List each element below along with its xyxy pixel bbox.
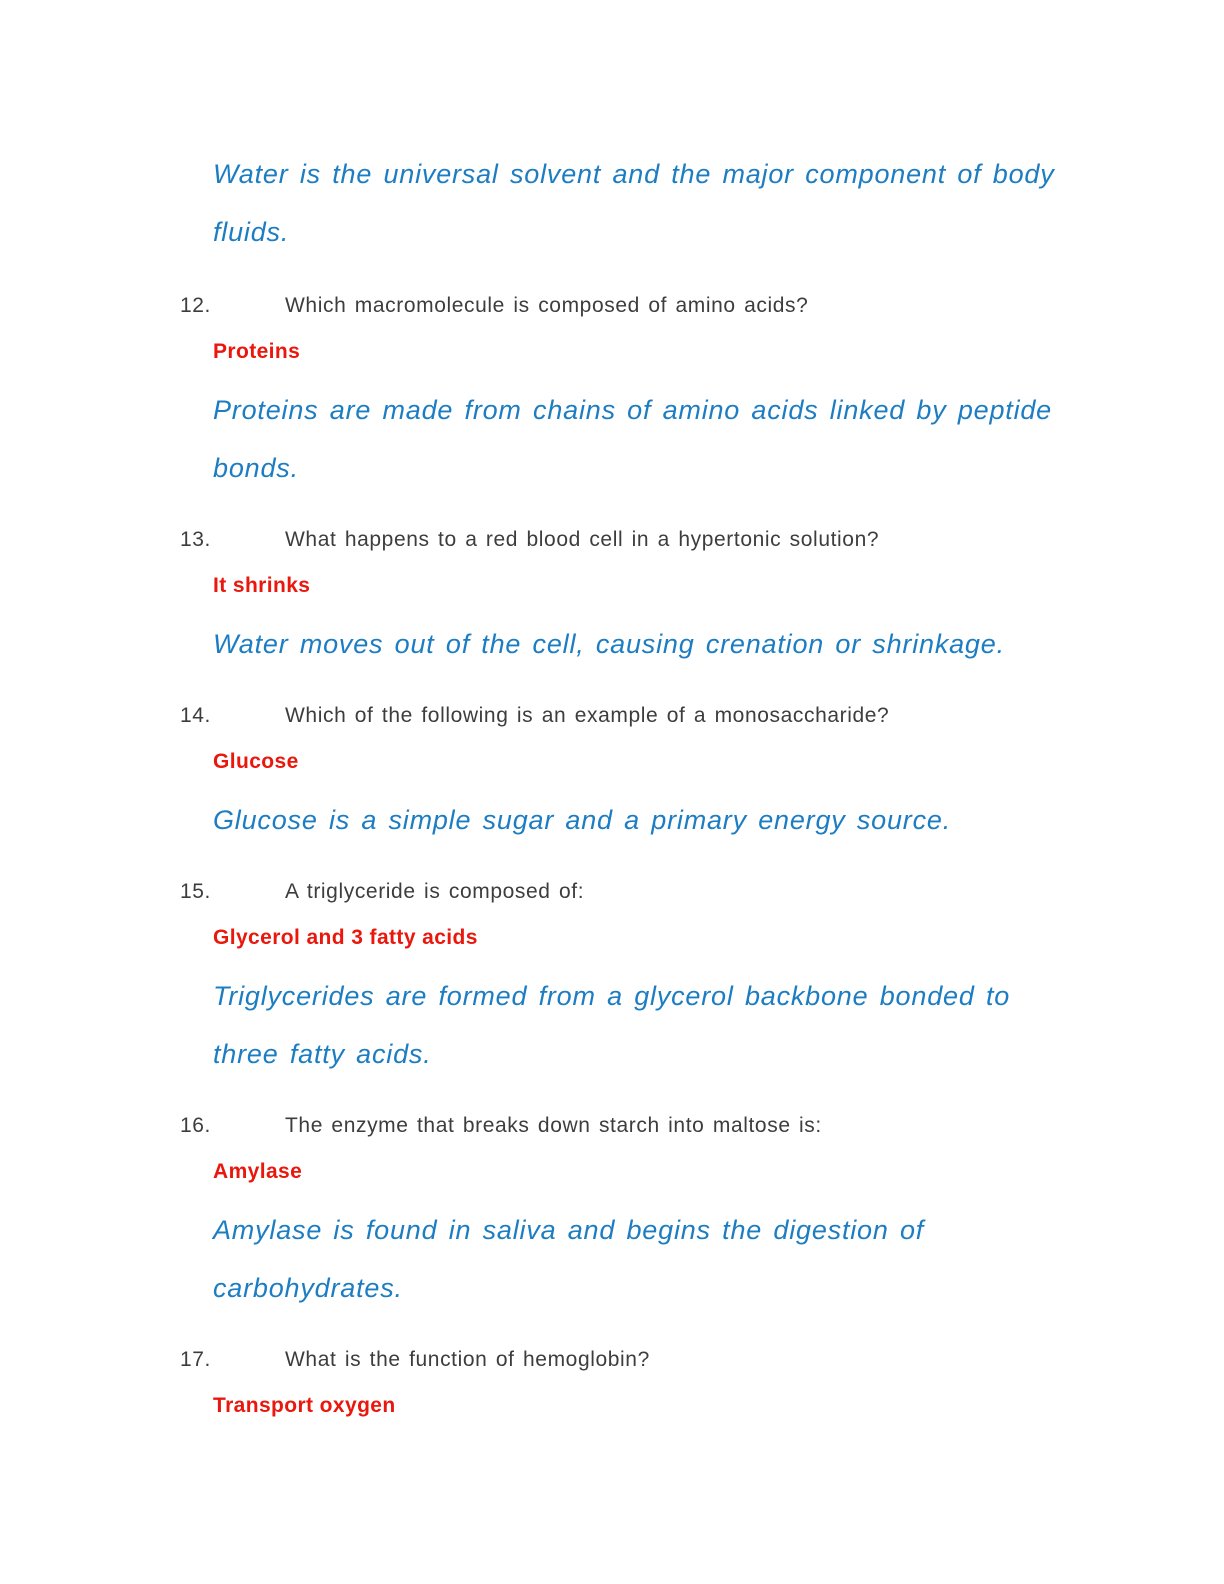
explanation-text: Amylase is found in saliva and begins the digestion of carbohydrates. <box>213 1215 925 1303</box>
explanation-text: Proteins are made from chains of amino acids linked by peptide bonds. <box>213 395 1053 483</box>
answer-text: Amylase <box>213 1160 303 1183</box>
explanation-text: Water moves out of the cell, causing crenation or shrinkage. <box>213 629 1005 659</box>
explanation-text: Triglycerides are formed from a glycerol backbone bonded to three fatty acids. <box>213 981 1011 1069</box>
question-block-15 <box>180 879 1074 1083</box>
question-row <box>180 879 1074 905</box>
answer-text: Glucose <box>213 750 299 773</box>
question-number: 17. <box>180 1348 211 1371</box>
question-text: The enzyme that breaks down starch into maltose is: <box>285 1114 822 1137</box>
question-number: 13. <box>180 528 211 551</box>
question-text: What happens to a red blood cell in a hypertonic solution? <box>285 528 880 551</box>
question-text: Which of the following is an example of a monosaccharide? <box>285 704 890 727</box>
question-row <box>180 293 1074 319</box>
question-number: 15. <box>180 880 211 903</box>
question-number: 12. <box>180 294 211 317</box>
question-text: Which macromolecule is composed of amino acids? <box>285 294 809 317</box>
intro-explanation-text: Water is the universal solvent and the major component of body fluids. <box>213 159 1055 247</box>
question-row <box>180 1347 1074 1373</box>
question-row <box>180 1113 1074 1139</box>
question-text: What is the function of hemoglobin? <box>285 1348 650 1371</box>
question-text: A triglyceride is composed of: <box>285 880 585 903</box>
question-number: 16. <box>180 1114 211 1137</box>
explanation-text: Glucose is a simple sugar and a primary energy source. <box>213 805 952 835</box>
question-block-16 <box>180 1113 1074 1317</box>
question-row <box>180 703 1074 729</box>
question-block-13 <box>180 527 1074 673</box>
answer-text: It shrinks <box>213 574 311 597</box>
answer-text: Transport oxygen <box>213 1394 396 1417</box>
question-number: 14. <box>180 704 211 727</box>
answer-text: Proteins <box>213 340 301 363</box>
answer-text: Glycerol and 3 fatty acids <box>213 926 478 949</box>
question-block-17 <box>180 1347 1074 1419</box>
question-block-14 <box>180 703 1074 849</box>
question-block-12 <box>180 293 1074 497</box>
question-row <box>180 527 1074 553</box>
